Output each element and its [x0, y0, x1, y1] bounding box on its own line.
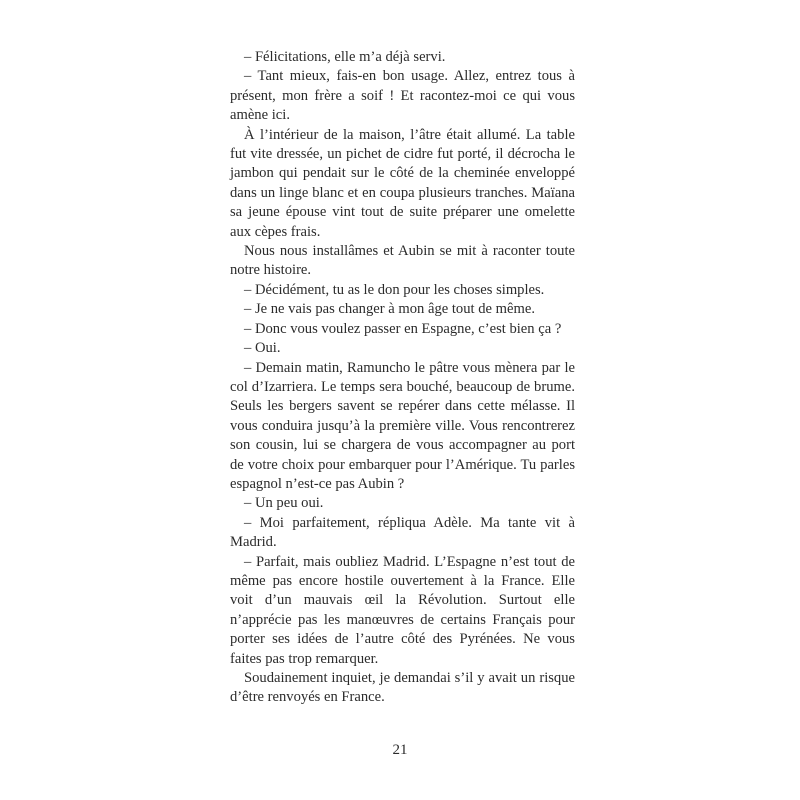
page-number: 21: [392, 742, 408, 758]
paragraph: – Je ne vais pas changer à mon âge tout de même.: [244, 301, 535, 318]
paragraph: – Demain matin, Ramuncho le pâtre vous mènera par le col d’Izarriera. Le temps sera bouché, beaucoup de brume. Seuls les bergers savent se repérer dans cette mélasse. Il vous conduira jusqu’à la première ville. Vous rencontrerez son cousin, lui se chargera de vous accompagner au port de votre choix pour embarquer pour l’Amérique. Tu parles espagnol n’est-ce pas Aubin ?: [230, 359, 575, 492]
paragraph: À l’intérieur de la maison, l’âtre était allumé. La table fut vite dressée, un pichet de cidre fut porté, il décrocha le jambon qui pendait sur le côté de la cheminée enveloppé dans un linge blanc et en coupa plusieurs tranches. Maïana sa jeune épouse vint tout de suite préparer une omelette aux cèpes frais.: [230, 126, 575, 240]
paragraph: – Tant mieux, fais-en bon usage. Allez, entrez tous à présent, mon frère a soif ! Et racontez-moi ce qui vous amène ici.: [230, 68, 575, 124]
paragraph: – Un peu oui.: [244, 495, 324, 512]
paragraph: – Parfait, mais oubliez Madrid. L’Espagne n’est tout de même pas encore hostile ouvertement à la France. Elle voit d’un mauvais œil la Révolution. Surtout elle n’apprécie pas les manœuvres de certains Français pour porter ses idées de l’autre côté des Pyrénées. Ne vous faites pas trop remarquer.: [230, 553, 575, 667]
paragraph: – Décidément, tu as le don pour les choses simples.: [244, 281, 545, 298]
paragraph: – Oui.: [244, 340, 281, 357]
paragraph: – Moi parfaitement, répliqua Adèle. Ma tante vit à Madrid.: [230, 514, 575, 551]
paragraph: Soudainement inquiet, je demandai s’il y avait un risque d’être renvoyés en France.: [230, 670, 575, 706]
paragraph: – Donc vous voulez passer en Espagne, c’est bien ça ?: [244, 320, 562, 337]
paragraph: – Félicitations, elle m’a déjà servi.: [244, 49, 446, 65]
body-text: [230, 48, 575, 708]
paragraph: Nous nous installâmes et Aubin se mit à raconter toute notre histoire.: [230, 243, 575, 279]
